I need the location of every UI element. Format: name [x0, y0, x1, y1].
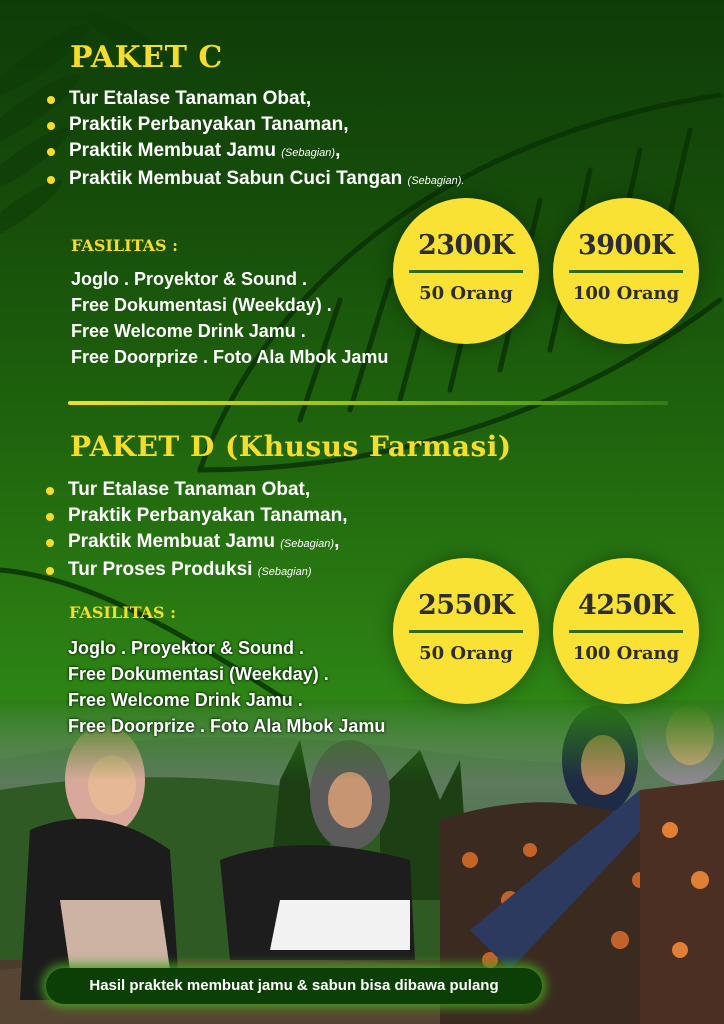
paket-d-title: PAKET D (Khusus Farmasi) — [70, 430, 512, 463]
list-item: Praktik Membuat Jamu (Sebagian), — [46, 529, 348, 557]
paket-c-fasilitas-list — [71, 266, 388, 370]
list-item: Tur Etalase Tanaman Obat, — [46, 477, 348, 503]
price-value: 3900K — [577, 230, 675, 261]
fasilitas-item: Free Dokumentasi (Weekday) . — [68, 664, 329, 684]
price-badge — [393, 558, 539, 704]
paket-c-activity-list — [47, 86, 464, 194]
price-badge — [393, 198, 539, 344]
note-text: (Sebagian) — [257, 566, 312, 578]
list-item: Tur Proses Produksi (Sebagian) — [46, 557, 348, 585]
price-value: 2550K — [417, 590, 515, 621]
price-value: 4250K — [577, 590, 675, 621]
bullet-icon — [47, 176, 55, 184]
paket-c-fasilitas-heading: FASILITAS : — [71, 236, 179, 255]
people-count: 50 Orang — [419, 283, 513, 304]
fasilitas-item: Free Doorprize . Foto Ala Mbok Jamu — [71, 347, 389, 367]
price-divider — [569, 270, 683, 273]
price-divider — [409, 270, 523, 273]
paket-d-activity-list — [46, 477, 348, 585]
fasilitas-item: Joglo . Proyektor & Sound . — [71, 269, 308, 289]
price-divider — [409, 630, 523, 633]
section-divider — [68, 401, 668, 405]
fasilitas-item: Joglo . Proyektor & Sound . — [68, 638, 305, 658]
bullet-icon — [46, 567, 54, 575]
list-item: Praktik Perbanyakan Tanaman, — [46, 503, 348, 529]
list-item: Tur Etalase Tanaman Obat, — [47, 86, 464, 112]
list-item: Praktik Membuat Jamu (Sebagian), — [47, 138, 464, 166]
note-text: (Sebagian) — [280, 538, 335, 550]
bullet-icon — [46, 487, 54, 495]
bullet-icon — [46, 539, 54, 547]
fasilitas-item: Free Welcome Drink Jamu . — [68, 690, 303, 710]
bullet-icon — [47, 148, 55, 156]
people-count: 100 Orang — [572, 643, 680, 664]
paket-d-fasilitas-list — [68, 635, 385, 739]
people-count: 100 Orang — [572, 283, 680, 304]
bullet-icon — [47, 122, 55, 130]
bullet-icon — [47, 96, 55, 104]
takeaway-banner: Hasil praktek membuat jamu & sabun bisa dibawa pulang — [46, 968, 542, 1004]
fasilitas-item: Free Dokumentasi (Weekday) . — [71, 295, 332, 315]
price-badge — [553, 558, 699, 704]
note-text: (Sebagian) — [281, 147, 336, 159]
bullet-icon — [46, 513, 54, 521]
paket-d-fasilitas-heading: FASILITAS : — [69, 603, 177, 622]
list-item: Praktik Perbanyakan Tanaman, — [47, 112, 464, 138]
people-count: 50 Orang — [419, 643, 513, 664]
paket-c-title: PAKET C — [70, 40, 223, 75]
price-badge — [553, 198, 699, 344]
note-text: (Sebagian). — [407, 175, 465, 187]
price-divider — [569, 630, 683, 633]
fasilitas-item: Free Welcome Drink Jamu . — [71, 321, 306, 341]
list-item: Praktik Membuat Sabun Cuci Tangan (Sebagian). — [47, 166, 464, 194]
fasilitas-item: Free Doorprize . Foto Ala Mbok Jamu — [68, 716, 386, 736]
price-value: 2300K — [417, 230, 515, 261]
